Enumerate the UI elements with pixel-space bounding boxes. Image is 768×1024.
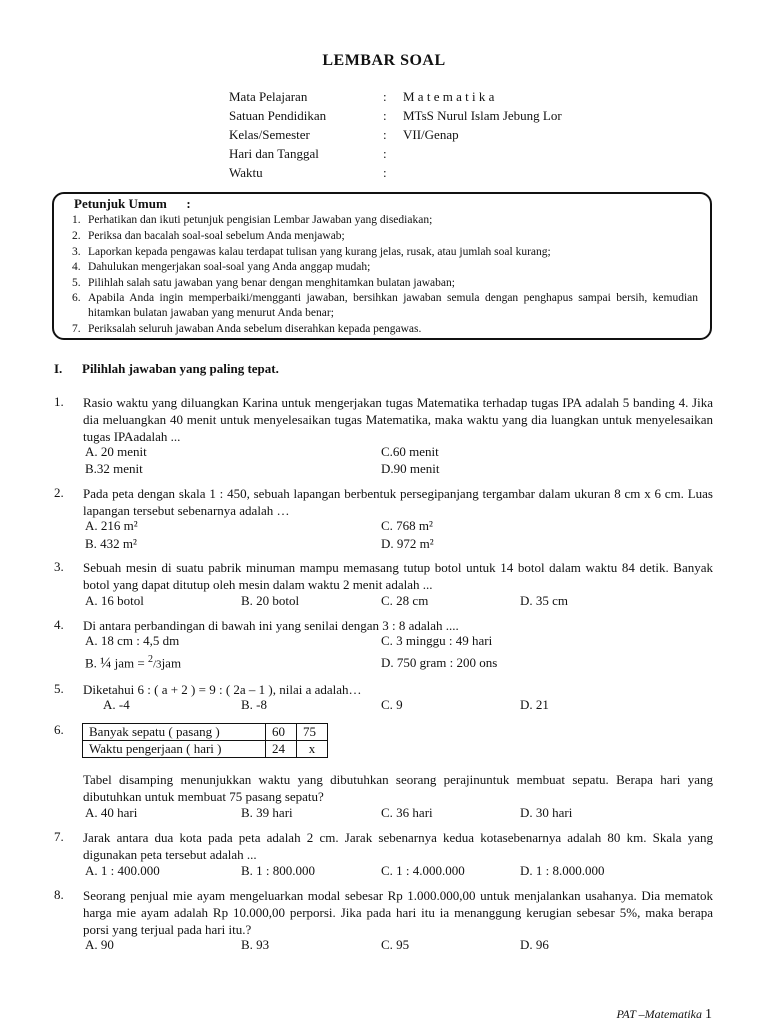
question-number: 1.	[54, 394, 64, 409]
instruction-text: Pilihlah salah satu jawaban yang benar dengan menghitamkan bulatan jawaban;	[88, 277, 455, 289]
table-cell: 60	[266, 724, 297, 741]
identity-row-date	[229, 144, 649, 163]
option-b: B. 20 botol	[241, 593, 300, 608]
option-b-prefix: B.	[85, 655, 101, 671]
option-c: C. 9	[381, 697, 403, 712]
identity-value: MTsS Nurul Islam Jebung Lor	[403, 108, 562, 123]
option-c: C.60 menit	[381, 444, 439, 459]
option-d: D. 21	[520, 697, 549, 712]
option-c: C. 768 m²	[381, 518, 433, 533]
identity-colon: :	[383, 127, 387, 142]
identity-colon: :	[383, 89, 387, 104]
option-d: D. 972 m²	[381, 536, 434, 551]
question-text: Rasio waktu yang diluangkan Karina untuk mengerjakan tugas Matematika terhadap tugas IPA adalah 5 banding 4. Jika dia meluangkan 40 menit untuk menyelesaikan tugas Matematika, maka waktu yang dia luangkan untuk menyelesaikan tugas IPAadalah ...	[83, 395, 713, 444]
fraction-numerator: 2	[148, 654, 153, 665]
option-d: D. 96	[520, 937, 549, 952]
fraction-denominator: /3	[153, 658, 162, 671]
instruction-item	[72, 291, 698, 321]
instruction-text: Perhatikan dan ikuti petunjuk pengisian Lembar Jawaban yang disediakan;	[88, 214, 433, 226]
table-cell: x	[297, 741, 328, 758]
identity-label: Waktu	[229, 165, 263, 180]
section-number: I.	[54, 361, 63, 376]
option-b	[85, 654, 181, 672]
option-b: B.32 menit	[85, 461, 143, 476]
instruction-text: Dahulukan mengerjakan soal-soal yang Anda anggap mudah;	[88, 261, 371, 273]
instructions-title: Petunjuk Umum :	[74, 196, 191, 211]
page-footer	[617, 1007, 712, 1023]
option-d: D. 1 : 8.000.000	[520, 863, 605, 878]
option-a: A. 16 botol	[85, 593, 144, 608]
table-cell: 24	[266, 741, 297, 758]
instruction-number: 1.	[72, 214, 81, 226]
option-a: A. 20 menit	[85, 444, 147, 459]
option-a: A. 18 cm : 4,5 dm	[85, 633, 180, 648]
table-cell: Waktu pengerjaan ( hari )	[83, 741, 266, 758]
option-d: D. 30 hari	[520, 805, 573, 820]
option-c: C. 28 cm	[381, 593, 429, 608]
question-number: 6.	[54, 722, 64, 737]
instruction-text: Periksalah seluruh jawaban Anda sebelum diserahkan kepada pengawas.	[88, 323, 422, 335]
option-b: B. 93	[241, 937, 270, 952]
page-number: 1	[705, 1007, 712, 1022]
table-row	[83, 724, 328, 741]
option-d: D.90 menit	[381, 461, 440, 476]
option-a: A. 90	[85, 937, 114, 952]
question-number: 5.	[54, 681, 64, 696]
instruction-number: 7.	[72, 323, 81, 335]
section-text: Pilihlah jawaban yang paling tepat.	[82, 361, 279, 376]
option-b: B. 39 hari	[241, 805, 293, 820]
page-title: LEMBAR SOAL	[322, 52, 446, 69]
identity-label: Mata Pelajaran	[229, 89, 308, 104]
option-b: B. 432 m²	[85, 536, 137, 551]
question-text: Pada peta dengan skala 1 : 450, sebuah lapangan berbentuk persegipanjang tergambar dalam ukuran 8 cm x 6 cm. Luas lapangan tersebut sebenarnya adalah …	[83, 486, 713, 518]
identity-value: VII/Genap	[403, 127, 459, 142]
instruction-item	[72, 276, 698, 291]
question-number: 4.	[54, 617, 64, 632]
option-a: A. 1 : 400.000	[85, 863, 160, 878]
instruction-number: 4.	[72, 261, 81, 273]
instruction-text: Apabila Anda ingin memperbaiki/mengganti jawaban, bersihkan jawaban semula dengan penghapus sampai bersih, kemudian hitamkan bulatan jawaban yang menurut Anda benar;	[88, 292, 698, 319]
identity-colon: :	[383, 146, 387, 161]
table-row	[83, 741, 328, 758]
option-b: B. -8	[241, 697, 267, 712]
identity-row-time	[229, 163, 649, 182]
question-number: 7.	[54, 829, 64, 844]
identity-label: Hari dan Tanggal	[229, 146, 319, 161]
instruction-item	[72, 322, 698, 337]
question-text: Tabel disamping menunjukkan waktu yang dibutuhkan seorang perajinuntuk membuat sepatu. Berapa hari yang dibutuhkan untuk membuat 75 pasang sepatu?	[83, 772, 713, 804]
option-a: A. 40 hari	[85, 805, 138, 820]
identity-row-school	[229, 106, 649, 125]
instruction-item	[72, 245, 698, 260]
identity-row-class	[229, 125, 649, 144]
option-b-suffix: jam	[161, 655, 182, 671]
instruction-number: 5.	[72, 277, 81, 289]
data-table	[82, 723, 328, 758]
option-d: D. 35 cm	[520, 593, 569, 608]
question-text: Di antara perbandingan di bawah ini yang senilai dengan 3 : 8 adalah ....	[83, 618, 459, 633]
identity-label: Satuan Pendidikan	[229, 108, 327, 123]
instruction-text: Laporkan kepada pengawas kalau terdapat tulisan yang kurang jelas, rusak, atau jumlah soal kurang;	[88, 246, 551, 258]
option-a: A. 216 m²	[85, 518, 138, 533]
option-c: C. 3 minggu : 49 hari	[381, 633, 493, 648]
fraction-quarter: ¼	[100, 655, 112, 672]
question-text: Diketahui 6 : ( a + 2 ) = 9 : ( 2a – 1 ), nilai a adalah…	[83, 682, 362, 697]
footer-text: PAT –Matematika	[616, 1007, 702, 1021]
option-c: C. 95	[381, 937, 410, 952]
question-number: 8.	[54, 887, 64, 902]
table-cell: Banyak sepatu ( pasang )	[83, 724, 266, 741]
option-c: C. 36 hari	[381, 805, 433, 820]
identity-row-subject	[229, 87, 649, 106]
question-number: 2.	[54, 485, 64, 500]
instruction-item	[72, 260, 698, 275]
option-b-mid: jam =	[111, 655, 148, 671]
question-text: Sebuah mesin di suatu pabrik minuman mampu memasang tutup botol untuk 14 botol dalam waktu 84 detik. Banyak botol yang dapat ditutup oleh mesin dalam waktu 2 menit adalah ...	[83, 560, 713, 592]
option-b: B. 1 : 800.000	[241, 863, 316, 878]
question-number: 3.	[54, 559, 64, 574]
instruction-item	[72, 229, 698, 244]
identity-label: Kelas/Semester	[229, 127, 310, 142]
option-c: C. 1 : 4.000.000	[381, 863, 465, 878]
instruction-text: Periksa dan bacalah soal-soal sebelum Anda menjawab;	[88, 230, 345, 242]
identity-colon: :	[383, 165, 387, 180]
instruction-number: 3.	[72, 246, 81, 258]
instruction-number: 6.	[72, 292, 81, 304]
table-cell: 75	[297, 724, 328, 741]
question-text: Seorang penjual mie ayam mengeluarkan modal sebesar Rp 1.000.000,00 untuk menjalankan usahanya. Dia mematok harga mie ayam adalah Rp 10.000,00 perporsi. Jika pada hari itu ia menanggung kerugian sebesar 5%, maka berapa porsi yang terjual pada hari itu.?	[83, 888, 713, 937]
option-d: D. 750 gram : 200 ons	[381, 655, 498, 670]
option-a: A. -4	[103, 697, 130, 712]
instruction-item	[72, 213, 698, 228]
identity-colon: :	[383, 108, 387, 123]
question-text: Jarak antara dua kota pada peta adalah 2 cm. Jarak sebenarnya kedua kotasebenarnya adalah 80 km. Skala yang digunakan peta tersebut adalah ...	[83, 830, 713, 862]
instruction-number: 2.	[72, 230, 81, 242]
identity-value: M a t e m a t i k a	[403, 89, 495, 104]
